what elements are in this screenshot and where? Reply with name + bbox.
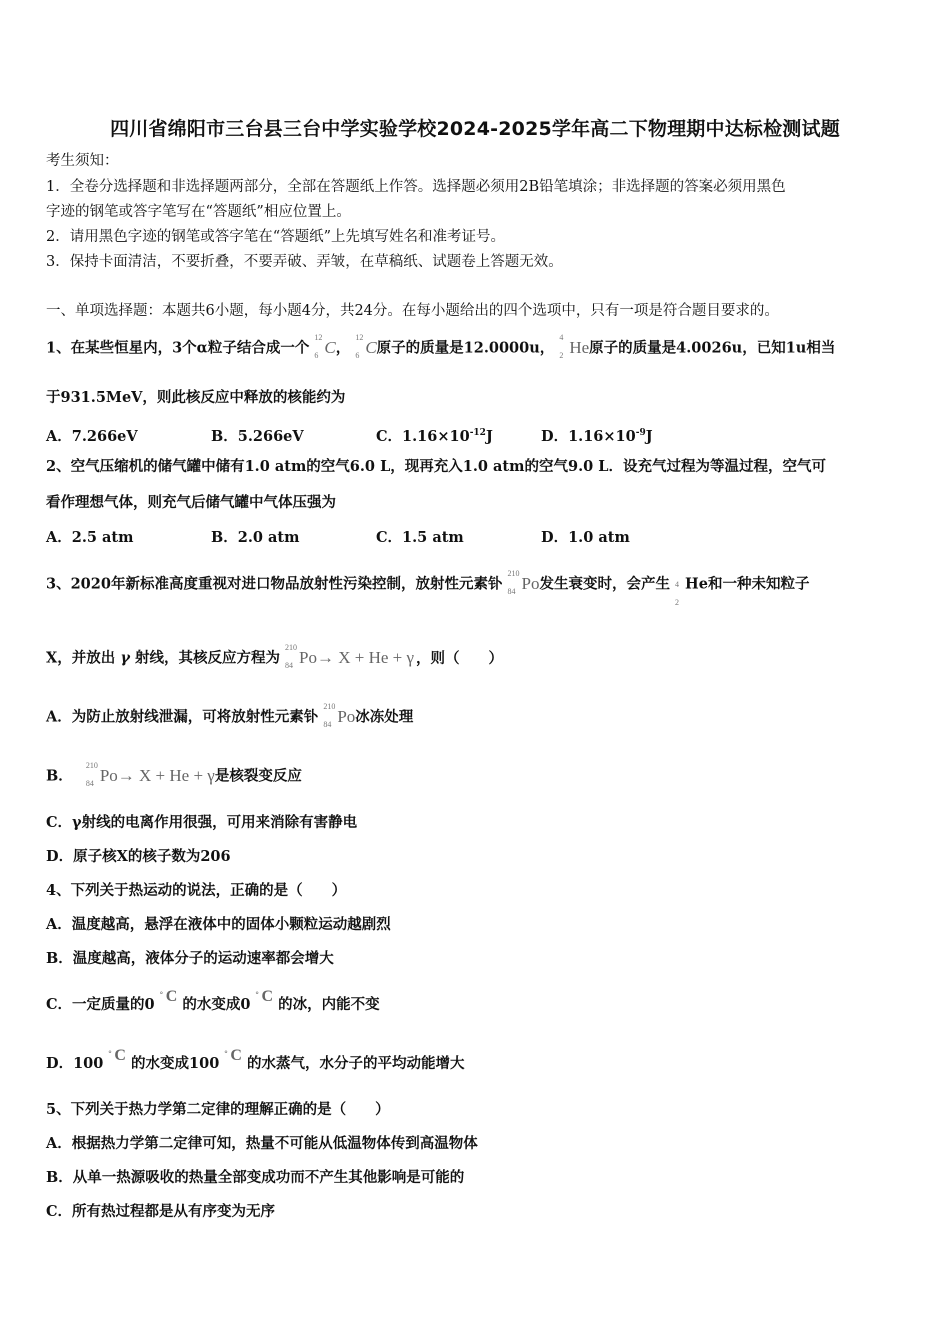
notice-item: 2．请用黑色字迹的钢笔或答字笔在“答题纸”上先填写姓名和准考证号。: [46, 229, 506, 245]
question-2-options: [46, 528, 630, 548]
question-2-stem-line2: 看作理想气体，则充气后储气罐中气体压强为: [46, 494, 336, 511]
polonium-210-isotope: 210 84 Po→ X + He + γ: [285, 643, 415, 670]
question-3-option-d: D．原子核X的核子数为206: [46, 848, 231, 865]
question-3-stem-line2: X，并放出 γ 射线，其核反应方程为 210 84 Po→ X + He + γ ，则（ ）: [46, 643, 504, 670]
notice-heading: 考生须知：: [46, 153, 119, 169]
celsius-symbol: ° C: [224, 1047, 242, 1064]
helium-4-isotope: 4 2 He: [559, 333, 590, 360]
option-a: A．7.266eV: [46, 427, 138, 445]
question-3-option-c: C．γ射线的电离作用很强，可用来消除有害静电: [46, 814, 358, 831]
polonium-210-isotope: 210 84 Po: [507, 569, 540, 596]
question-3-option-b: B． 210 84 Po→ X + He + γ是核裂变反应: [46, 761, 302, 788]
question-4-option-b: B．温度越高，液体分子的运动速率都会增大: [46, 950, 334, 967]
carbon-12-isotope: 12 6 C: [314, 333, 336, 360]
celsius-symbol: ° C: [255, 988, 274, 1005]
question-5-option-a: A．根据热力学第二定律可知，热量不可能从低温物体传到高温物体: [46, 1135, 478, 1152]
option-b: B．2.0 atm: [211, 529, 300, 546]
question-2-stem: 2、空气压缩机的储气罐中储有1.0 atm的空气6.0 L，现再充入1.0 atm的空气9.0 L．设充气过程为等温过程，空气可: [46, 458, 826, 475]
question-4-option-c: C．一定质量的0 ° C 的水变成0 ° C 的冰，内能不变: [46, 988, 380, 1013]
polonium-210-isotope: 210 84 Po: [323, 702, 356, 729]
option-c: C．1.5 atm: [376, 529, 464, 546]
notice-item: 1．全卷分选择题和非选择题两部分，全部在答题纸上作答。选择题必须用2B铅笔填涂；非选择题的答案必须用黑色: [46, 179, 786, 195]
decay-equation: 210 84 Po→ X + He + γ: [85, 761, 215, 788]
option-c: C．$1.16\times 10^{-12}J$: [376, 427, 493, 445]
option-b: B．5.266eV: [211, 427, 304, 445]
option-d: D．$1.16\times 10^{-9}J$: [541, 427, 653, 445]
carbon-12-isotope: 12 6 C: [355, 333, 377, 360]
option-d: D．1.0 atm: [541, 529, 630, 546]
option-a: A．2.5 atm: [46, 529, 134, 546]
question-5-option-b: B．从单一热源吸收的热量全部变成功而不产生其他影响是可能的: [46, 1169, 465, 1186]
page-title: 四川省绵阳市三台县三台中学实验学校2024-2025学年高二下物理期中达标检测试题: [110, 118, 840, 140]
question-5-stem: 5、下列关于热力学第二定律的理解正确的是（ ）: [46, 1101, 390, 1118]
celsius-symbol: ° C: [108, 1047, 126, 1064]
section-heading: 一、单项选择题：本题共6小题，每小题4分，共24分。在每小题给出的四个选项中，只有一项是符合题目要求的。: [46, 303, 779, 319]
question-1-stem-line2: 于931.5MeV，则此核反应中释放的核能约为: [46, 389, 346, 406]
question-4-stem: 4、下列关于热运动的说法，正确的是（ ）: [46, 882, 347, 899]
question-4-option-a: A．温度越高，悬浮在液体中的固体小颗粒运动越剧烈: [46, 916, 391, 933]
question-1-options: [46, 423, 653, 447]
question-3-stem: 3、2020年新标准高度重视对进口物品放射性污染控制，放射性元素钋 210 84 Po发生衰变时，会产生 4 2 He和一种未知粒子: [46, 569, 810, 607]
celsius-symbol: ° C: [159, 988, 178, 1005]
notice-item: 字迹的钢笔或答字笔写在“答题纸”相应位置上。: [46, 204, 351, 220]
notice-item: 3．保持卡面清洁，不要折叠，不要弄破、弄皱，在草稿纸、试题卷上答题无效。: [46, 254, 563, 270]
question-1-stem: 1、在某些恒星内，3个α粒子结合成一个 12 6 C， 12 6 C原子的质量是12.0000u， 4 2 He原子的质量是4.0026u，已知1u相当: [46, 333, 836, 360]
question-4-option-d: D．100 ° C 的水变成100 ° C 的水蒸气，水分子的平均动能增大: [46, 1047, 465, 1072]
question-3-option-a: A．为防止放射线泄漏，可将放射性元素钋 210 84 Po冰冻处理: [46, 702, 414, 729]
question-5-option-c: C．所有热过程都是从有序变为无序: [46, 1203, 276, 1220]
